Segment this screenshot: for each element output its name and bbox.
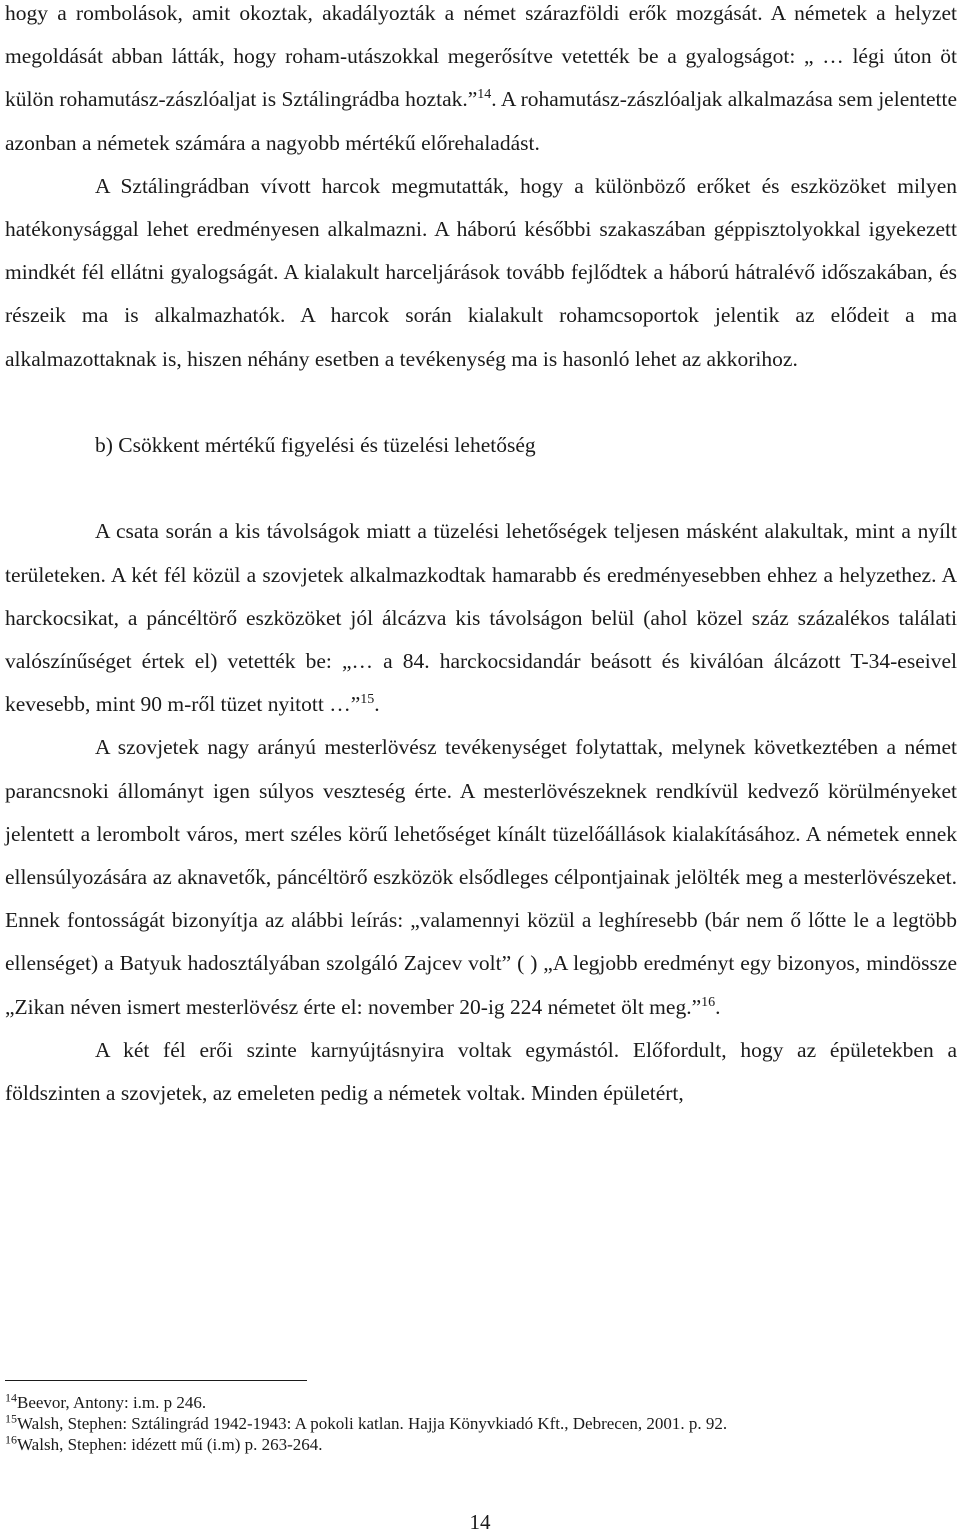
footnote-number: 15 — [5, 1411, 17, 1426]
footnote-ref-15[interactable]: 15 — [360, 692, 375, 708]
paragraph-4-text-b: . — [715, 994, 721, 1019]
section-heading-text: b) Csökkent mértékű figyelési és tüzelési lehetőség — [95, 433, 536, 458]
paragraph-1-text-a: hogy a rombolások, amit okoztak, akadályozták a német szárazföldi erők mozgását. A németek a helyzet megoldását abban látták, hogy roham-utászokkal megerősítve vetették be a gyalogságot: „ … légi úton öt külön rohamutász-zászlóaljat is Sztálingrádba hoztak.” — [5, 1, 957, 112]
footnote-number: 14 — [5, 1390, 17, 1405]
paragraph-4 — [5, 726, 957, 1028]
footnote-text: Beevor, Antony: i.m. p 246. — [17, 1393, 207, 1412]
paragraph-1-text-b: . A rohamutász-zászlóaljak alkalmazása sem jelentette azonban a németek számára a nagyobb mértékű előrehaladást. — [5, 87, 957, 155]
paragraph-1 — [5, 0, 957, 165]
page-number: 14 — [469, 1510, 491, 1534]
paragraph-3-text-a: A csata során a kis távolságok miatt a tüzelési lehetőségek teljesen másként alakultak, mint a nyílt területeken. A két fél közül a szovjetek alkalmazkodtak hamarabb és eredményesebben ehhez a helyzethez. A harckocsikat, a páncéltörő eszközöket jól álcázva kis távolságon belül (ahol közel száz százalékos találati valószínűséget értek el) vetették be: „… a 84. harckocsidandár beásott és kiválóan álcázott T-34-eseivel kevesebb, mint 90 m-ről tüzet nyitott …” — [5, 519, 957, 717]
footnote-15 — [5, 1413, 957, 1434]
paragraph-3-text-b: . — [374, 692, 380, 717]
footnote-number: 16 — [5, 1432, 17, 1447]
body-text — [5, 0, 957, 1115]
footnote-text: Walsh, Stephen: idézett mű (i.m) p. 263-264. — [17, 1435, 323, 1454]
paragraph-3 — [5, 510, 957, 726]
paragraph-2 — [5, 165, 957, 381]
footnote-ref-14[interactable]: 14 — [477, 87, 492, 103]
paragraph-2-text: A Sztálingrádban vívott harcok megmutatták, hogy a különböző erőket és eszközöket milyen hatékonysággal lehet eredményesen alkalmazni. A háború későbbi szakaszában géppisztolyokkal igyekezett mindkét fél ellátni gyalogságát. A kialakult harceljárások tovább fejlődtek a háború hátralévő időszakában, és részeik ma is alkalmazhatók. A harcok során kialakult rohamcsoportok jelentik az elődeit a ma alkalmazottaknak is, hiszen néhány esetben a tevékenység ma is hasonló lehet az akkorihoz. — [5, 173, 957, 371]
footnote-16 — [5, 1434, 957, 1455]
footnote-text: Walsh, Stephen: Sztálingrád 1942-1943: A pokoli katlan. Hajja Könyvkiadó Kft., Debrecen, 2001. p. 92. — [17, 1414, 728, 1433]
footnote-ref-16[interactable]: 16 — [701, 994, 716, 1010]
paragraph-5-text: A két fél erői szinte karnyújtásnyira voltak egymástól. Előfordult, hogy az épületekben a földszinten a szovjetek, az emeleten pedig a németek voltak. Minden épületért, — [5, 1037, 957, 1106]
footnote-separator — [5, 1380, 307, 1381]
footnote-14 — [5, 1392, 957, 1413]
section-heading — [5, 424, 957, 467]
footnotes — [5, 1392, 957, 1455]
paragraph-5 — [5, 1029, 957, 1115]
paragraph-4-text-a: A szovjetek nagy arányú mesterlövész tevékenységet folytattak, melynek következtében a német parancsnoki állományt igen súlyos veszteség érte. A mesterlövészeknek rendkívül kedvező körülményeket jelentett a lerombolt város, mert széles körű lehetőséget kínált tüzelőállások kialakításához. A németek ennek ellensúlyozására az aknavetők, páncéltörő eszközök elsődleges célpontjainak jelölték meg a mesterlövészeket. Ennek fontosságát bizonyítja az alábbi leírás: „valamennyi közül a leghíresebb (bár nem ő lőtte le a legtöbb ellenséget) a Batyuk hadosztályában szolgáló Zajcev volt” ( ) „A legjobb eredményt egy bizonyos, mindössze „Zikan néven ismert mesterlövész érte el: november 20-ig 224 németet ölt meg.” — [5, 735, 957, 1019]
